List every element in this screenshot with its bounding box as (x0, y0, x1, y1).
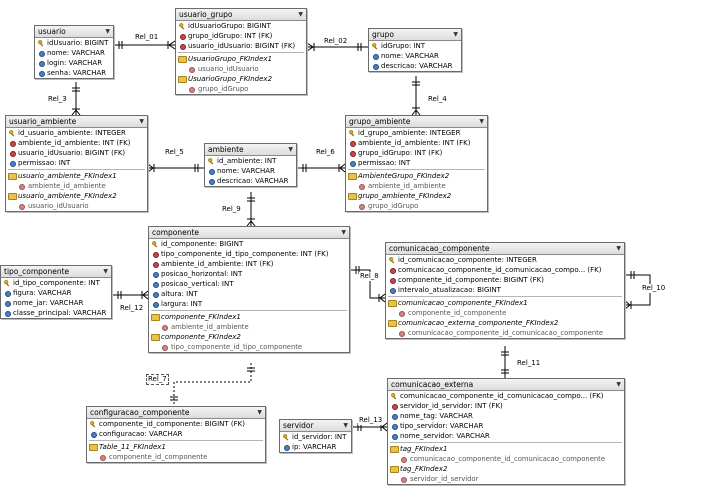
table-ambiente[interactable] (204, 143, 297, 187)
column-row[interactable] (6, 158, 147, 168)
index-row[interactable] (176, 54, 306, 64)
collapse-arrow-icon[interactable]: ▼ (257, 409, 262, 416)
primary-key-icon (349, 130, 355, 136)
index-name: AmbienteGrupo_FKIndex2 (358, 172, 450, 180)
index-column-text: comunicacao_componente_id_comunicacao_componente (408, 329, 604, 337)
index-folder-icon (89, 444, 98, 451)
index-column (6, 181, 147, 191)
index-name: comunicacao_externa_componente_FKIndex2 (398, 319, 559, 327)
column-text: id_componente: BIGINT (161, 240, 244, 248)
column-row[interactable] (149, 249, 349, 259)
column-text: ip: VARCHAR (292, 443, 337, 451)
table-header-grupo[interactable] (369, 29, 461, 41)
index-row[interactable] (6, 191, 147, 201)
table-header-usuario-grupo[interactable] (176, 9, 306, 21)
column-icon (153, 302, 159, 308)
primary-key-icon (4, 280, 10, 286)
column-row[interactable] (35, 38, 113, 48)
index-folder-icon (8, 173, 17, 180)
primary-key-icon (179, 23, 185, 29)
collapse-arrow-icon[interactable]: ▼ (616, 381, 621, 388)
column-icon (39, 61, 45, 67)
table-title: comunicacao_externa (391, 380, 474, 389)
column-text: descricao: VARCHAR (217, 177, 289, 185)
column-text: nome: VARCHAR (381, 52, 439, 60)
column-text: ambiente_id_ambiente: INT (FK) (358, 139, 471, 147)
column-text: componente_id_componente: BIGINT (FK) (99, 420, 245, 428)
column-row[interactable] (176, 41, 306, 51)
index-name: componente_FKIndex2 (161, 333, 241, 341)
column-row[interactable] (149, 269, 349, 279)
index-name: componente_FKIndex1 (161, 313, 241, 321)
column-text: nome: VARCHAR (217, 167, 275, 175)
table-title: usuario_ambiente (9, 117, 77, 126)
column-text: nome_jar: VARCHAR (13, 299, 84, 307)
column-row[interactable] (280, 432, 351, 442)
column-row[interactable] (176, 31, 306, 41)
index-divider (151, 310, 347, 311)
table-configuracao-componente[interactable] (86, 406, 266, 463)
table-title: componente (152, 228, 200, 237)
column-row[interactable] (87, 419, 265, 429)
column-text: largura: INT (161, 300, 203, 308)
column-text: permissao: INT (18, 159, 71, 167)
index-name: tag_FKIndex1 (400, 445, 448, 453)
rel-label-8[interactable]: Rel_8 (360, 272, 379, 280)
rel-label-01[interactable]: Rel_01 (135, 33, 159, 41)
column-text: id_comunicacao_componente: INTEGER (398, 256, 537, 264)
collapse-arrow-icon[interactable]: ▼ (298, 11, 303, 18)
rel-label-12[interactable]: Rel_12 (120, 304, 144, 312)
table-title: usuario (38, 27, 66, 36)
rel-label-10[interactable]: Rel_10 (642, 284, 666, 292)
column-icon (5, 311, 11, 317)
index-folder-icon (178, 56, 187, 63)
index-name: usuario_ambiente_FKIndex1 (18, 172, 117, 180)
column-row[interactable] (87, 429, 265, 439)
column-text: ambiente_id_ambiente: INT (FK) (18, 139, 131, 147)
column-text: descricao: VARCHAR (381, 62, 453, 70)
table-comunicacao-externa[interactable] (387, 378, 625, 485)
column-text: id_tipo_componente: INT (13, 279, 100, 287)
rel-label-6[interactable]: Rel_6 (316, 148, 335, 156)
column-text: nome_tag: VARCHAR (400, 412, 473, 420)
table-title: usuario_grupo (179, 10, 233, 19)
column-text: servidor_id_servidor: INT (FK) (400, 402, 503, 410)
index-column-icon (359, 184, 365, 190)
index-folder-icon (178, 76, 187, 83)
index-folder-icon (388, 320, 397, 327)
column-text: componente_id_componente: BIGINT (FK) (398, 276, 544, 284)
table-grupo[interactable] (368, 28, 462, 72)
column-text: id_usuario_ambiente: INTEGER (18, 129, 126, 137)
column-text: tipo_componente_id_tipo_componente: INT (FK) (161, 250, 329, 258)
index-divider (89, 440, 263, 441)
index-row[interactable] (87, 442, 265, 452)
column-row[interactable] (1, 298, 111, 308)
column-row[interactable] (388, 411, 624, 421)
column-text: figura: VARCHAR (13, 289, 72, 297)
column-row[interactable] (35, 58, 113, 68)
column-row[interactable] (369, 41, 461, 51)
index-folder-icon (151, 314, 160, 321)
table-header-usuario[interactable] (35, 26, 113, 38)
column-icon (39, 71, 45, 77)
column-row[interactable] (386, 275, 624, 285)
index-row[interactable] (388, 444, 624, 454)
index-name: UsuarioGrupo_FKIndex2 (188, 75, 273, 83)
rel-label-7[interactable]: Rel_7 (148, 375, 167, 383)
index-name: usuario_ambiente_FKIndex2 (18, 192, 117, 200)
index-row[interactable] (149, 312, 349, 322)
table-header-configuracao-componente[interactable] (87, 407, 265, 419)
foreign-key-icon (180, 44, 186, 50)
collapse-arrow-icon[interactable]: ▼ (616, 245, 621, 252)
column-text: configuracao: VARCHAR (99, 430, 183, 438)
column-icon (392, 434, 398, 440)
index-name: Table_11_FKIndex1 (99, 443, 166, 451)
index-column-text: usuario_idUsuario (28, 202, 89, 210)
index-column-text: grupo_idGrupo (368, 202, 419, 210)
index-column-text: componente_id_componente (408, 309, 507, 317)
foreign-key-icon (153, 262, 159, 268)
index-column-icon (399, 311, 405, 317)
column-icon (390, 288, 396, 294)
index-column-text: ambiente_id_ambiente (171, 323, 249, 331)
column-icon (209, 179, 215, 185)
primary-key-icon (152, 241, 158, 247)
column-icon (392, 424, 398, 430)
column-text: posicao_horizontal: INT (161, 270, 243, 278)
column-text: id_servidor: INT (292, 433, 347, 441)
rel-label-3[interactable]: Rel_3 (48, 95, 67, 103)
column-row[interactable] (176, 21, 306, 31)
index-row[interactable] (149, 332, 349, 342)
rel-label-5[interactable]: Rel_5 (165, 148, 184, 156)
primary-key-icon (38, 40, 44, 46)
index-row[interactable] (6, 171, 147, 181)
table-comunicacao-componente[interactable] (385, 242, 625, 339)
foreign-key-icon (350, 151, 356, 157)
column-row[interactable] (386, 265, 624, 275)
collapse-arrow-icon[interactable]: ▼ (103, 268, 108, 275)
index-column (386, 308, 624, 318)
table-tipo-componente[interactable] (0, 265, 112, 319)
column-text: id_grupo_ambiente: INTEGER (358, 129, 461, 137)
index-column (176, 64, 306, 74)
index-column-text: componente_id_componente (109, 453, 208, 461)
table-usuario-grupo[interactable] (175, 8, 307, 95)
column-icon (10, 161, 16, 167)
column-text: grupo_idGrupo: INT (FK) (358, 149, 443, 157)
column-icon (392, 414, 398, 420)
column-icon (153, 272, 159, 278)
index-divider (388, 296, 622, 297)
index-column-icon (401, 477, 407, 483)
table-header-usuario-ambiente[interactable] (6, 116, 147, 128)
column-icon (373, 54, 379, 60)
index-column (149, 342, 349, 352)
index-column (176, 84, 306, 94)
rel-label-4[interactable]: Rel_4 (428, 95, 447, 103)
table-title: grupo (372, 30, 394, 39)
index-name: tag_FKIndex2 (400, 465, 448, 473)
column-text: comunicacao_componente_id_comunicacao_compo... (FK) (400, 392, 604, 400)
table-header-comunicacao-componente[interactable] (386, 243, 624, 255)
index-folder-icon (8, 193, 17, 200)
index-column-icon (162, 325, 168, 331)
column-row[interactable] (388, 431, 624, 441)
index-divider (390, 442, 622, 443)
column-row[interactable] (205, 176, 296, 186)
index-column (388, 474, 624, 484)
table-header-grupo-ambiente[interactable] (346, 116, 487, 128)
table-usuario-ambiente[interactable] (5, 115, 148, 212)
index-divider (348, 169, 485, 170)
column-row[interactable] (346, 148, 487, 158)
index-column (6, 201, 147, 211)
foreign-key-icon (10, 151, 16, 157)
column-text: senha: VARCHAR (47, 69, 107, 77)
primary-key-icon (389, 257, 395, 263)
index-name: grupo_ambiente_FKIndex2 (358, 192, 452, 200)
index-folder-icon (348, 173, 357, 180)
index-column-icon (19, 204, 25, 210)
table-title: comunicacao_componente (389, 244, 490, 253)
table-header-comunicacao-externa[interactable] (388, 379, 624, 391)
column-row[interactable] (149, 289, 349, 299)
column-text: classe_principal: VARCHAR (13, 309, 107, 317)
column-icon (39, 51, 45, 57)
table-usuario[interactable] (34, 25, 114, 79)
column-text: idGrupo: INT (381, 42, 426, 50)
collapse-arrow-icon[interactable]: ▼ (343, 422, 348, 429)
index-column-icon (189, 67, 195, 73)
index-column-icon (162, 345, 168, 351)
column-icon (350, 161, 356, 167)
column-row[interactable] (149, 259, 349, 269)
column-text: posicao_vertical: INT (161, 280, 234, 288)
column-text: usuario_idUsuario: BIGINT (FK) (18, 149, 126, 157)
column-text: intervalo_atualizacao: BIGINT (398, 286, 501, 294)
collapse-arrow-icon[interactable]: ▼ (139, 118, 144, 125)
column-row[interactable] (205, 166, 296, 176)
column-row[interactable] (1, 278, 111, 288)
index-column-icon (359, 204, 365, 210)
column-text: nome_servidor: VARCHAR (400, 432, 490, 440)
index-column-text: comunicacao_componente_id_comunicacao_componente (410, 455, 606, 463)
table-title: tipo_componente (4, 267, 70, 276)
table-header-ambiente[interactable] (205, 144, 296, 156)
foreign-key-icon (392, 404, 398, 410)
column-icon (373, 64, 379, 70)
column-text: idUsuario: BIGINT (47, 39, 109, 47)
foreign-key-icon (153, 252, 159, 258)
collapse-arrow-icon[interactable]: ▼ (341, 229, 346, 236)
column-row[interactable] (1, 308, 111, 318)
foreign-key-icon (180, 34, 186, 40)
column-row[interactable] (346, 158, 487, 168)
column-text: idUsuarioGrupo: BIGINT (188, 22, 271, 30)
column-text: login: VARCHAR (47, 59, 103, 67)
index-folder-icon (390, 466, 399, 473)
primary-key-icon (372, 43, 378, 49)
table-header-tipo-componente[interactable] (1, 266, 111, 278)
index-name: comunicacao_componente_FKIndex1 (398, 299, 528, 307)
rel-label-11[interactable]: Rel_11 (517, 359, 541, 367)
collapse-arrow-icon[interactable]: ▼ (453, 31, 458, 38)
foreign-key-icon (10, 141, 16, 147)
collapse-arrow-icon[interactable]: ▼ (105, 28, 110, 35)
column-icon (5, 291, 11, 297)
column-icon (5, 301, 11, 307)
index-column-text: servidor_id_servidor (410, 475, 479, 483)
rel-label-9[interactable]: Rel_9 (222, 205, 241, 213)
table-header-componente[interactable] (149, 227, 349, 239)
column-row[interactable] (388, 391, 624, 401)
column-text: id_ambiente: INT (217, 157, 277, 165)
index-column-icon (189, 87, 195, 93)
column-row[interactable] (280, 442, 351, 452)
index-column-text: usuario_idUsuario (198, 65, 259, 73)
index-divider (8, 169, 145, 170)
table-componente[interactable] (148, 226, 350, 353)
column-row[interactable] (388, 421, 624, 431)
column-text: tipo_servidor: VARCHAR (400, 422, 484, 430)
table-title: configuracao_componente (90, 408, 190, 417)
index-column-text: tipo_componente_id_tipo_componente (171, 343, 303, 351)
column-text: altura: INT (161, 290, 198, 298)
index-folder-icon (348, 193, 357, 200)
column-row[interactable] (386, 255, 624, 265)
table-servidor[interactable] (279, 419, 352, 453)
column-icon (91, 432, 97, 438)
index-column-text: ambiente_id_ambiente (28, 182, 106, 190)
column-row[interactable] (6, 138, 147, 148)
collapse-arrow-icon[interactable]: ▼ (288, 146, 293, 153)
column-icon (209, 169, 215, 175)
index-column (346, 201, 487, 211)
primary-key-icon (208, 158, 214, 164)
index-row[interactable] (388, 464, 624, 474)
index-column (346, 181, 487, 191)
column-text: permissao: INT (358, 159, 411, 167)
column-row[interactable] (6, 148, 147, 158)
index-row[interactable] (176, 74, 306, 84)
index-column-icon (401, 457, 407, 463)
rel-label-13[interactable]: Rel_13 (359, 416, 383, 424)
collapse-arrow-icon[interactable]: ▼ (479, 118, 484, 125)
index-folder-icon (390, 446, 399, 453)
column-text: grupo_idGrupo: INT (FK) (188, 32, 273, 40)
index-column-icon (100, 455, 106, 461)
index-row[interactable] (386, 298, 624, 308)
table-title: servidor (283, 421, 314, 430)
column-row[interactable] (346, 128, 487, 138)
index-column-text: grupo_idGrupo (198, 85, 249, 93)
index-column (386, 328, 624, 338)
column-row[interactable] (388, 401, 624, 411)
column-icon (153, 282, 159, 288)
table-title: grupo_ambiente (349, 117, 411, 126)
primary-key-icon (90, 421, 96, 427)
rel-label-02[interactable]: Rel_02 (324, 37, 348, 45)
index-column-icon (19, 184, 25, 190)
column-text: usuario_idUsuario: BIGINT (FK) (188, 42, 296, 50)
primary-key-icon (283, 434, 289, 440)
column-row[interactable] (205, 156, 296, 166)
foreign-key-icon (350, 141, 356, 147)
column-row[interactable] (6, 128, 147, 138)
index-column-text: ambiente_id_ambiente (368, 182, 446, 190)
table-grupo-ambiente[interactable] (345, 115, 488, 212)
column-text: nome: VARCHAR (47, 49, 105, 57)
column-row[interactable] (35, 68, 113, 78)
column-icon (153, 292, 159, 298)
index-folder-icon (388, 300, 397, 307)
foreign-key-icon (390, 278, 396, 284)
column-icon (284, 445, 290, 451)
index-row[interactable] (346, 191, 487, 201)
index-column (149, 322, 349, 332)
column-row[interactable] (1, 288, 111, 298)
column-text: comunicacao_componente_id_comunicacao_compo... (FK) (398, 266, 602, 274)
column-text: ambiente_id_ambiente: INT (FK) (161, 260, 274, 268)
primary-key-icon (391, 393, 397, 399)
index-row[interactable] (386, 318, 624, 328)
table-header-servidor[interactable] (280, 420, 351, 432)
index-column (388, 454, 624, 464)
column-row[interactable] (369, 51, 461, 61)
index-divider (178, 52, 304, 53)
column-row[interactable] (369, 61, 461, 71)
column-row[interactable] (35, 48, 113, 58)
foreign-key-icon (390, 268, 396, 274)
index-column (87, 452, 265, 462)
index-folder-icon (151, 334, 160, 341)
primary-key-icon (9, 130, 15, 136)
column-row[interactable] (386, 285, 624, 295)
index-row[interactable] (346, 171, 487, 181)
column-row[interactable] (149, 299, 349, 309)
index-name: UsuarioGrupo_FKIndex1 (188, 55, 273, 63)
index-column-icon (399, 331, 405, 337)
column-row[interactable] (346, 138, 487, 148)
table-title: ambiente (208, 145, 244, 154)
column-row[interactable] (149, 239, 349, 249)
column-row[interactable] (149, 279, 349, 289)
